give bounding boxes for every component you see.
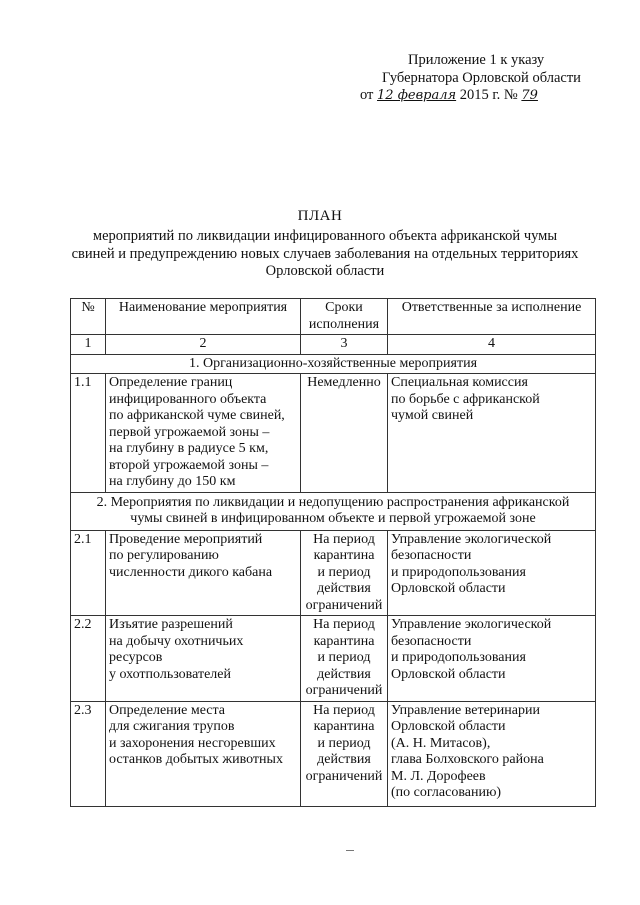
section-1-heading: 1. Организационно-хозяйственные мероприятия [71,354,596,374]
responsible [388,530,596,616]
numbering-cell: 3 [301,335,388,355]
deadline-line: ограничений [305,683,383,698]
deadline [301,616,388,702]
appendix-line-2: Губернатора Орловской области [382,69,581,86]
table-row [71,530,596,616]
header-name: Наименование мероприятия [106,299,301,335]
responsible-line: (по согласованию) [391,785,502,800]
numbering-row [71,335,596,355]
deadline-line: действия [317,581,371,596]
responsible [388,616,596,702]
responsible-line: безопасности [391,633,472,649]
responsible-line: по борьбе с африканской [391,391,540,407]
activity-name [106,701,301,806]
deadline-line: и период [317,650,371,665]
from-label: от [360,87,374,103]
header-term: Сроки исполнения [301,299,388,335]
page-mark [346,850,354,851]
row-number [71,701,106,806]
deadline [301,374,388,493]
activity-name-line: первой угрожаемой зоны – [109,424,270,440]
responsible-line: Управление экологической [391,617,552,632]
deadline [301,701,388,806]
numbering-cell: 4 [388,335,596,355]
responsible-line: Специальная комиссия [391,375,528,390]
row-number-line: 2.2 [74,617,92,632]
activity-name [106,374,301,493]
plan-subtitle: мероприятий по ликвидации инфицированного объекта африканской чумы свиней и предупреждению новых случаев заболевания на отдельных территориях Орловской области [71,228,579,279]
deadline [301,530,388,616]
responsible-line: чумой свиней [391,408,474,423]
section-2-row [71,492,596,530]
responsible-line: безопасности [391,548,472,563]
deadline-line: карантина [313,633,375,649]
number-label: № [503,87,518,103]
activity-name-line: и захоронения несгоревших [109,735,276,751]
responsible-line: (А. Н. Митасов), [391,735,491,751]
responsible [388,701,596,806]
responsible [388,374,596,493]
section-2-heading: 2. Мероприятия по ликвидации и недопущению распространения африканской чумы свиней в инфицированном объекте и первой угрожаемой зоне [71,492,596,530]
responsible-line: и природопользования [391,650,526,665]
activity-name-line: Определение места [109,702,226,718]
activity-name-line: для сжигания трупов [109,719,235,734]
header-responsible: Ответственные за исполнение [388,299,596,335]
row-number [71,530,106,616]
deadline-line: действия [317,666,371,682]
row-number [71,374,106,493]
deadline-line: и период [317,735,371,751]
activity-name-line: на добычу охотничьих [109,633,244,649]
activity-name-line: численности дикого кабана [109,564,273,580]
deadline-line: На период [313,617,375,632]
numbering-cell: 2 [106,335,301,355]
table-row [71,701,596,806]
activity-name-line: по африканской чуме свиней, [109,408,285,423]
year: 2015 г. [459,87,501,103]
responsible-line: Орловской области [391,666,506,682]
row-number [71,616,106,702]
responsible-line: и природопользования [391,564,526,580]
deadline-line: На период [313,702,375,718]
responsible-line: Управление экологической [391,531,552,547]
table-header-row [71,299,596,335]
section-1-body [71,374,596,493]
responsible-line: Орловской области [391,581,506,596]
header-num: № [71,299,106,335]
activity-name-line: Определение границ [109,375,233,390]
deadline-line: ограничений [305,597,383,613]
deadline-line: карантина [313,548,375,563]
handwritten-date: 12 февраля [377,88,457,103]
activity-name-line: второй угрожаемой зоны – [109,457,269,473]
handwritten-number: 79 [521,88,538,103]
table-row [71,374,596,493]
activity-name-line: на глубину до 150 км [109,474,236,489]
plan-title: ПЛАН [297,208,343,224]
section-2-body [71,530,596,806]
activity-name-line: у охотпользователей [109,666,231,682]
numbering-cell: 1 [71,335,106,355]
responsible-line: М. Л. Дорофеев [391,768,486,784]
responsible-line: Управление ветеринарии [391,702,540,718]
row-number-line: 2.1 [74,531,92,547]
row-number-line: 2.3 [74,702,92,718]
deadline-line: На период [313,531,375,547]
activity-name-line: Проведение мероприятий [109,531,263,547]
activity-name-line: инфицированного объекта [109,391,267,407]
responsible-line: Орловской области [391,719,506,734]
appendix-block [360,52,620,105]
row-number-line: 1.1 [74,375,92,390]
appendix-line-1: Приложение 1 к указу [408,52,545,68]
activity-name [106,530,301,616]
activity-name-line: Изъятие разрешений [109,617,233,632]
activity-name-line: на глубину в радиусе 5 км, [109,441,269,456]
table-row [71,616,596,702]
activity-name-line: по регулированию [109,548,219,563]
section-1-row [71,354,596,374]
deadline-line: ограничений [305,768,383,784]
deadline-line: карантина [313,719,375,734]
responsible-line: глава Болховского района [391,752,544,767]
deadline-line: действия [317,752,371,767]
activity-name-line: ресурсов [109,650,163,665]
activity-name-line: останков добытых животных [109,752,283,767]
activity-name [106,616,301,702]
deadline-line: и период [317,564,371,580]
appendix-line-3 [360,87,620,105]
plan-table [70,298,596,807]
deadline-line: Немедленно [307,375,381,390]
